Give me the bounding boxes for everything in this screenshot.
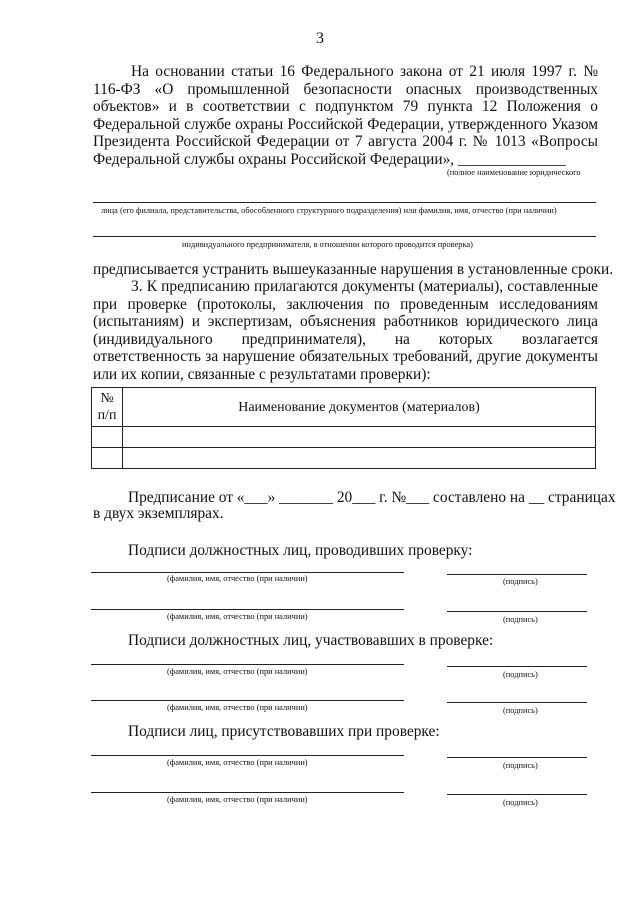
caption-signature: (подпись): [503, 761, 538, 770]
order-text: предписывается устранить вышеуказанные нарушения в установленные сроки.: [93, 261, 614, 278]
caption-signature: (подпись): [503, 670, 538, 679]
column-name-header: Наименование документов (материалов): [123, 388, 596, 427]
signature-line: [447, 794, 587, 795]
signature-line: [447, 611, 587, 612]
fio-line: [91, 700, 404, 701]
table-cell: [92, 427, 123, 448]
sign-section-heading: Подписи лиц, присутствовавших при проверке:: [128, 723, 440, 740]
signature-line: [447, 757, 587, 758]
signature-line: [447, 702, 587, 703]
fio-line: [91, 792, 404, 793]
caption-signature: (подпись): [503, 577, 538, 586]
basis-paragraph: На основании статьи 16 Федерального закона от 21 июля 1997 г. № 116-ФЗ «О промышленной безопасности опасных производственных объектов» и в соответствии с подпунктом 79 пункта 12 Положения о Федеральной службе охраны Российской Федерации, утвержденного Указом Президента Российской Федерации от 7 августа 2004 г. № 1013 «Вопросы Федеральной службы охраны Российской Федерации», ______________: [93, 63, 598, 168]
caption-fio: (фамилия, имя, отчество (при наличии): [167, 574, 308, 583]
caption-fio: (фамилия, имя, отчество (при наличии): [167, 667, 308, 676]
signature-line: [447, 574, 587, 575]
caption-fio: (фамилия, имя, отчество (при наличии): [167, 703, 308, 712]
caption-entrepreneur: индивидуального предпринимателя, в отношении которого проводится проверка): [182, 240, 473, 249]
sign-section-heading: Подписи должностных лиц, участвовавших в проверке:: [128, 632, 494, 649]
table-row: [92, 427, 596, 448]
caption-signature: (подпись): [503, 615, 538, 624]
caption-signature: (подпись): [503, 706, 538, 715]
fio-line: [91, 572, 404, 573]
caption-person-line: лица (его филиала, представительства, обособленного структурного подразделения) или фамилия, имя, отчество (при наличии): [101, 206, 557, 215]
sign-section-heading: Подписи должностных лиц, проводивших проверку:: [128, 542, 473, 559]
caption-fio: (фамилия, имя, отчество (при наличии): [167, 612, 308, 621]
caption-full-name-legal: (полное наименование юридического: [447, 168, 581, 177]
entity-line-1: [93, 202, 596, 203]
table-cell: [92, 448, 123, 469]
caption-fio: (фамилия, имя, отчество (при наличии): [167, 758, 308, 767]
column-number-header: № п/п: [92, 388, 123, 427]
table-cell: [123, 448, 596, 469]
table-row: [92, 448, 596, 469]
caption-fio: (фамилия, имя, отчество (при наличии): [167, 795, 308, 804]
caption-signature: (подпись): [503, 798, 538, 807]
table-cell: [123, 427, 596, 448]
fio-line: [91, 664, 404, 665]
entity-line-2: [93, 236, 596, 237]
page-number: 3: [316, 30, 324, 47]
issued-line: Предписание от «___» _______ 20___ г. №___ составлено на __ страницах: [128, 489, 616, 506]
attachments-paragraph: 3. К предписанию прилагаются документы (материалы), составленные при проверке (протоколы, заключения по проведенным исследованиям (испытаниям) и экспертизам, объяснения работников юридического лица (индивидуального предпринимателя), на которых возлагается ответственность за нарушение обязательных требований, другие документы или их копии, связанные с результатами проверки):: [93, 278, 598, 383]
issued-line-2: в двух экземплярах.: [93, 505, 224, 522]
table-header-row: [92, 388, 596, 427]
fio-line: [91, 755, 404, 756]
documents-table: [91, 387, 596, 469]
fio-line: [91, 609, 404, 610]
signature-line: [447, 666, 587, 667]
